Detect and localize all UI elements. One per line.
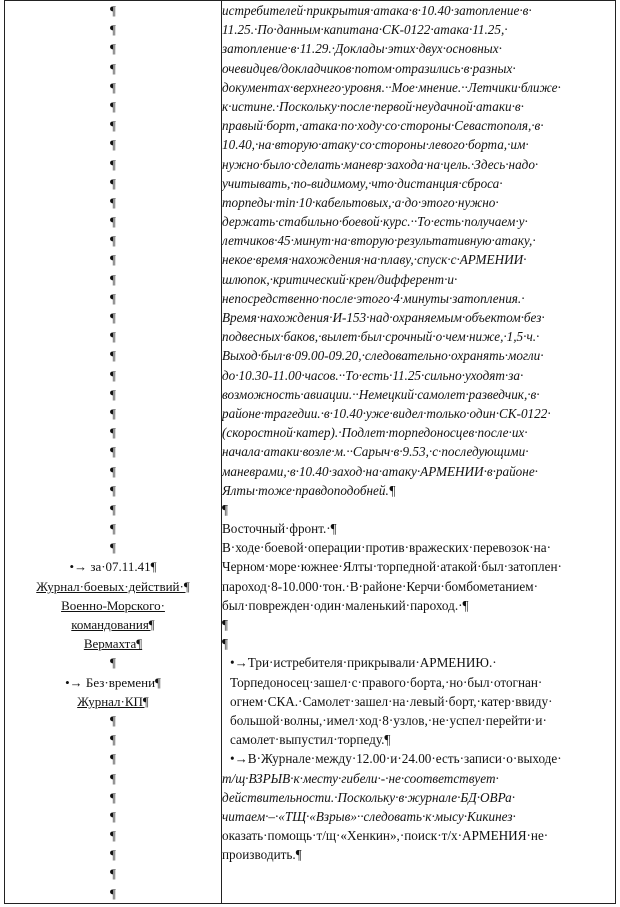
content-line: маневрами,·в·10.40·заход·на·атаку·АРМЕНИИ·в·районе·: [222, 463, 538, 479]
source-line: ¶: [110, 214, 116, 230]
content-line: подвесных·баков,·вылет·был·срочный·о·чем·ниже,·1,5·ч.·: [222, 329, 540, 345]
source-line: ¶: [110, 405, 116, 421]
document-page: [4, 0, 616, 903]
content-line: летчиков·45·минут·на·вторую·результативную·атаку,·: [222, 233, 536, 249]
content-line: правый·борт,·атака·по·ходу·со·стороны·Севастополя,·в·: [222, 118, 544, 134]
source-line: •→ за·07.11.41¶: [69, 559, 157, 575]
source-line: ¶: [110, 175, 116, 191]
source-line: ¶: [110, 885, 116, 901]
source-line: ¶: [110, 137, 116, 153]
content-line: большой·волны,·имел·ход·8·узлов,·не·успел·перейти·и·: [230, 712, 547, 728]
content-line: нужно·было·сделать·маневр·захода·на·цель.·Здесь·надо·: [222, 156, 539, 172]
source-line: ¶: [110, 60, 116, 76]
source-line: ¶: [110, 271, 116, 287]
source-line: ¶: [110, 751, 116, 767]
content-line: ¶: [222, 617, 228, 632]
content-line: торпеды·min·10·кабельтовых,·а·до·этого·нужно·: [222, 194, 499, 210]
content-line: к·истине.·Поскольку·после·первой·неудачной·атаки·в·: [222, 98, 524, 114]
content-line: оказать·помощь·т/щ·«Хенкин»,·поиск·т/х·АРМЕНИЯ·не·: [222, 828, 549, 844]
source-line: ¶: [110, 789, 116, 805]
content-line: шлюпок,·критический·крен/дифферент·и·: [222, 271, 458, 287]
content-line: держать·стабильно·боевой·курс.··То·есть·получаем·у·: [222, 214, 528, 230]
source-line: ¶: [110, 348, 116, 364]
source-line: ¶: [110, 3, 116, 18]
content-line: •→Три·истребителя·прикрывали·АРМЕНИЮ.·: [230, 655, 497, 671]
content-column-text[interactable]: [222, 1, 615, 864]
source-line: ¶: [110, 98, 116, 114]
content-line: пароход·8-10.000·тон.·В·районе·Керчи·бомбометанием·: [222, 578, 538, 594]
content-line: Торпедоносец·зашел·с·правого·борта,·но·был·отогнан·: [230, 674, 543, 690]
content-line: начала·атаки·возле·м.··Сарыч·в·9.53,·с·последующими·: [222, 444, 529, 460]
source-line: ¶: [110, 156, 116, 172]
content-line: районе·трагедии.·в·10.40·уже·видел·только·один·СК-0122·: [222, 405, 551, 421]
source-line: ¶: [110, 233, 116, 249]
source-line: ¶: [110, 329, 116, 345]
source-column: [5, 1, 222, 904]
source-line: Военно-Морского·: [61, 597, 165, 613]
source-line: ¶: [110, 22, 116, 38]
content-line: производить.¶: [222, 847, 302, 863]
content-line: самолет·выпустил·торпеду.¶: [230, 732, 391, 748]
content-line: Ялты·тоже·правдоподобней.¶: [222, 482, 396, 498]
content-line: был·поврежден·один·маленький·пароход.·¶: [222, 597, 469, 613]
content-line: возможность·авиации.··Немецкий·самолет·разведчик,·в·: [222, 386, 540, 402]
content-line: Выход·был·в·09.00-09.20,·следовательно·охранять·могли·: [222, 348, 544, 364]
source-line: ¶: [110, 463, 116, 479]
journal-table: [4, 0, 616, 904]
source-line: ¶: [110, 41, 116, 57]
content-line: документах·верхнего·уровня.··Мое·мнение.··Летчики·ближе·: [222, 79, 561, 95]
content-line: непосредственно·после·этого·4·минуты·затопления.·: [222, 290, 525, 306]
content-line: очевидцев/докладчиков·потом·отразились·в·разных·: [222, 60, 516, 76]
content-line: Восточный·фронт.·¶: [222, 521, 337, 537]
table-row: [5, 1, 616, 904]
content-line: истребителей·прикрытия·атака·в·10.40·затопление·в·: [222, 3, 532, 18]
content-line: Время·нахождения·И-153·над·охраняемым·объектом·без·: [222, 310, 545, 325]
source-line: ¶: [110, 866, 116, 882]
source-column-text: [5, 1, 221, 903]
source-line: ¶: [110, 828, 116, 844]
content-line: В·ходе·боевой·операции·против·вражеских·перевозок·на·: [222, 540, 551, 556]
source-line: ¶: [110, 444, 116, 460]
source-line: ¶: [110, 501, 116, 517]
source-line: ¶: [110, 118, 116, 134]
source-line: ¶: [110, 808, 116, 824]
source-line: ¶: [110, 521, 116, 537]
source-line: ¶: [110, 655, 116, 671]
content-line: ¶: [222, 501, 228, 517]
source-line: Журнал·КП¶: [77, 693, 149, 709]
source-line: ¶: [110, 425, 116, 441]
source-line: Вермахта¶: [83, 636, 143, 652]
source-line: ¶: [110, 540, 116, 556]
content-line: (скоростной·катер).·Подлет·торпедоносцев·после·их·: [222, 425, 528, 441]
source-line: ¶: [110, 732, 116, 748]
source-line: ¶: [110, 367, 116, 383]
content-line: до·10.30-11.00·часов.··То·есть·11.25·сильно·уходят·за·: [222, 367, 524, 383]
source-line: ¶: [110, 386, 116, 402]
content-line: некое·время·нахождения·на·плаву,·спуск·с·АРМЕНИИ·: [222, 252, 527, 268]
content-line: 10.40,·на·вторую·атаку·со·стороны·левого·борта,·им·: [222, 137, 529, 153]
content-line: 11.25.·По·данным·капитана·СК-0122·атака·11.25,·: [222, 22, 508, 38]
content-line: огнем·СКА.·Самолет·зашел·на·левый·борт,·катер·ввиду·: [230, 693, 553, 709]
source-line: ¶: [110, 310, 116, 325]
source-line: ¶: [110, 770, 116, 786]
source-line: ¶: [110, 79, 116, 95]
source-line: ¶: [110, 290, 116, 306]
source-line: ¶: [110, 482, 116, 498]
content-line: затопление·в·11.29.·Доклады·этих·двух·основных·: [222, 41, 502, 57]
source-line: командования¶: [71, 617, 155, 632]
content-line: действительности.·Поскольку·в·журнале·БД·ОВРа·: [222, 789, 516, 805]
content-line: т/щ·ВЗРЫВ·к·месту·гибели·-·не·соответствует·: [222, 770, 499, 786]
content-column: [222, 1, 616, 904]
content-line: читаем·–·«ТЩ·«Взрыв»··следовать·к·мысу·Кикинез·: [222, 808, 516, 824]
source-line: ¶: [110, 847, 116, 863]
source-line: ¶: [110, 712, 116, 728]
content-line: Черном·море·южнее·Ялты·торпедной·атакой·был·затоплен·: [222, 559, 562, 575]
source-line: •→ Без·времени¶: [65, 674, 161, 690]
content-line: учитывать,·по-видимому,·что·дистанция·сброса·: [222, 175, 503, 191]
content-line: •→В·Журнале·между·12.00·и·24.00·есть·записи·о·выходе·: [230, 751, 562, 767]
source-line: Журнал·боевых·действий·¶: [36, 578, 190, 594]
source-line: ¶: [110, 252, 116, 268]
content-line: ¶: [222, 636, 228, 652]
source-line: ¶: [110, 194, 116, 210]
